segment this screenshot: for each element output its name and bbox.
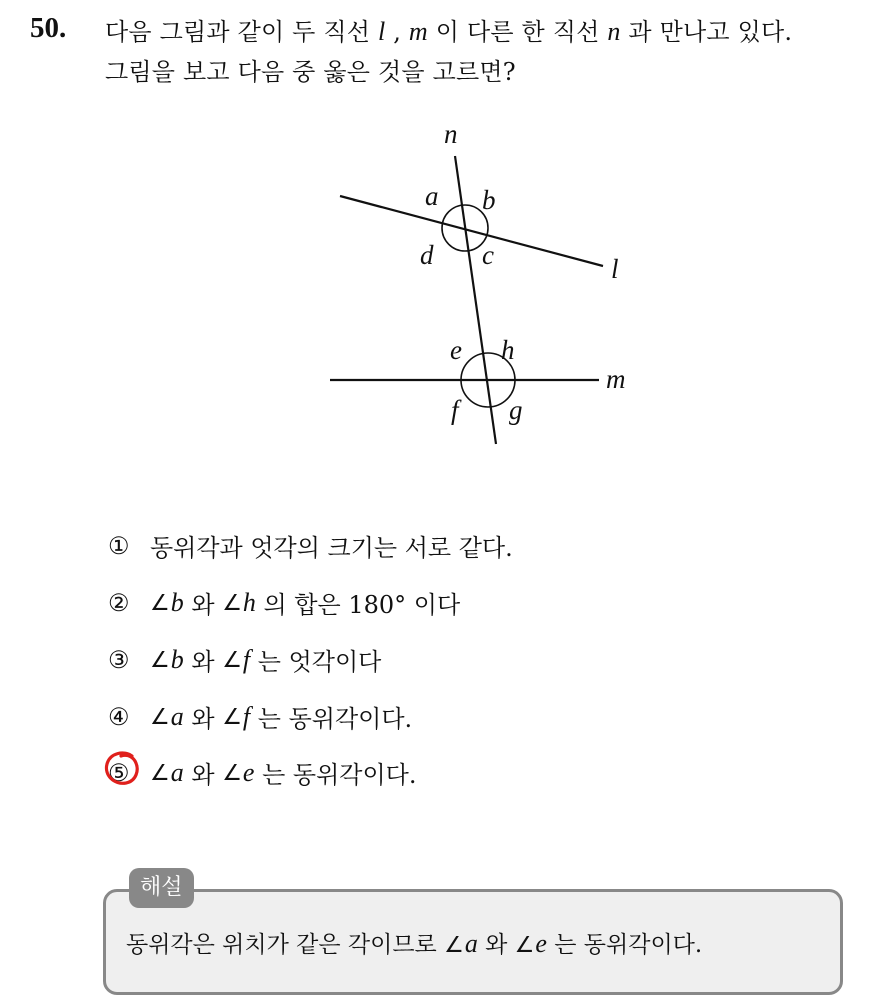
question-text-line1: 다음 그림과 같이 두 직선 l , m 이 다른 한 직선 n 과 만나고 있다.	[105, 17, 793, 46]
choice-number: ①	[108, 531, 130, 560]
question-text-line2: 그림을 보고 다음 중 옳은 것을 고르면?	[105, 58, 516, 86]
explanation-text: 동위각은 위치가 같은 각이므로 ∠a 와 ∠e 는 동위각이다.	[126, 929, 703, 958]
label-a: a	[425, 181, 439, 211]
choice-number: ⑤	[108, 758, 130, 787]
label-e: e	[450, 335, 462, 365]
var-l: l	[377, 17, 386, 46]
answer-mark-icon	[102, 748, 142, 788]
label-h: h	[501, 335, 515, 365]
choice-text: 동위각과 엇각의 크기는 서로 같다.	[150, 534, 513, 562]
choice-5[interactable]: ⑤ ∠ a 와 ∠ e 는 동위각이다.	[108, 757, 417, 789]
choice-number: ④	[108, 702, 130, 731]
label-c: c	[482, 240, 494, 270]
choice-1[interactable]	[108, 528, 513, 563]
label-d: d	[420, 240, 434, 270]
label-n: n	[444, 119, 458, 149]
label-f: f	[451, 395, 459, 425]
label-m: m	[606, 364, 626, 394]
label-b: b	[482, 185, 496, 215]
question-number: 50.	[30, 12, 67, 44]
choice-number: ③	[108, 645, 130, 674]
label-l: l	[611, 254, 619, 284]
choice-number: ②	[108, 588, 130, 617]
var-m: m	[408, 17, 428, 46]
choice-4[interactable]: ④ ∠ a 와 ∠ f 는 동위각이다.	[108, 701, 413, 733]
explanation-tag: 해설	[129, 868, 194, 908]
label-g: g	[509, 395, 523, 425]
choice-3[interactable]: ③ ∠ b 와 ∠ f 는 엇각이다	[108, 644, 382, 676]
choice-2[interactable]: ② ∠ b 와 ∠ h 의 합은 180° 이다	[108, 587, 461, 619]
var-n: n	[607, 17, 621, 46]
